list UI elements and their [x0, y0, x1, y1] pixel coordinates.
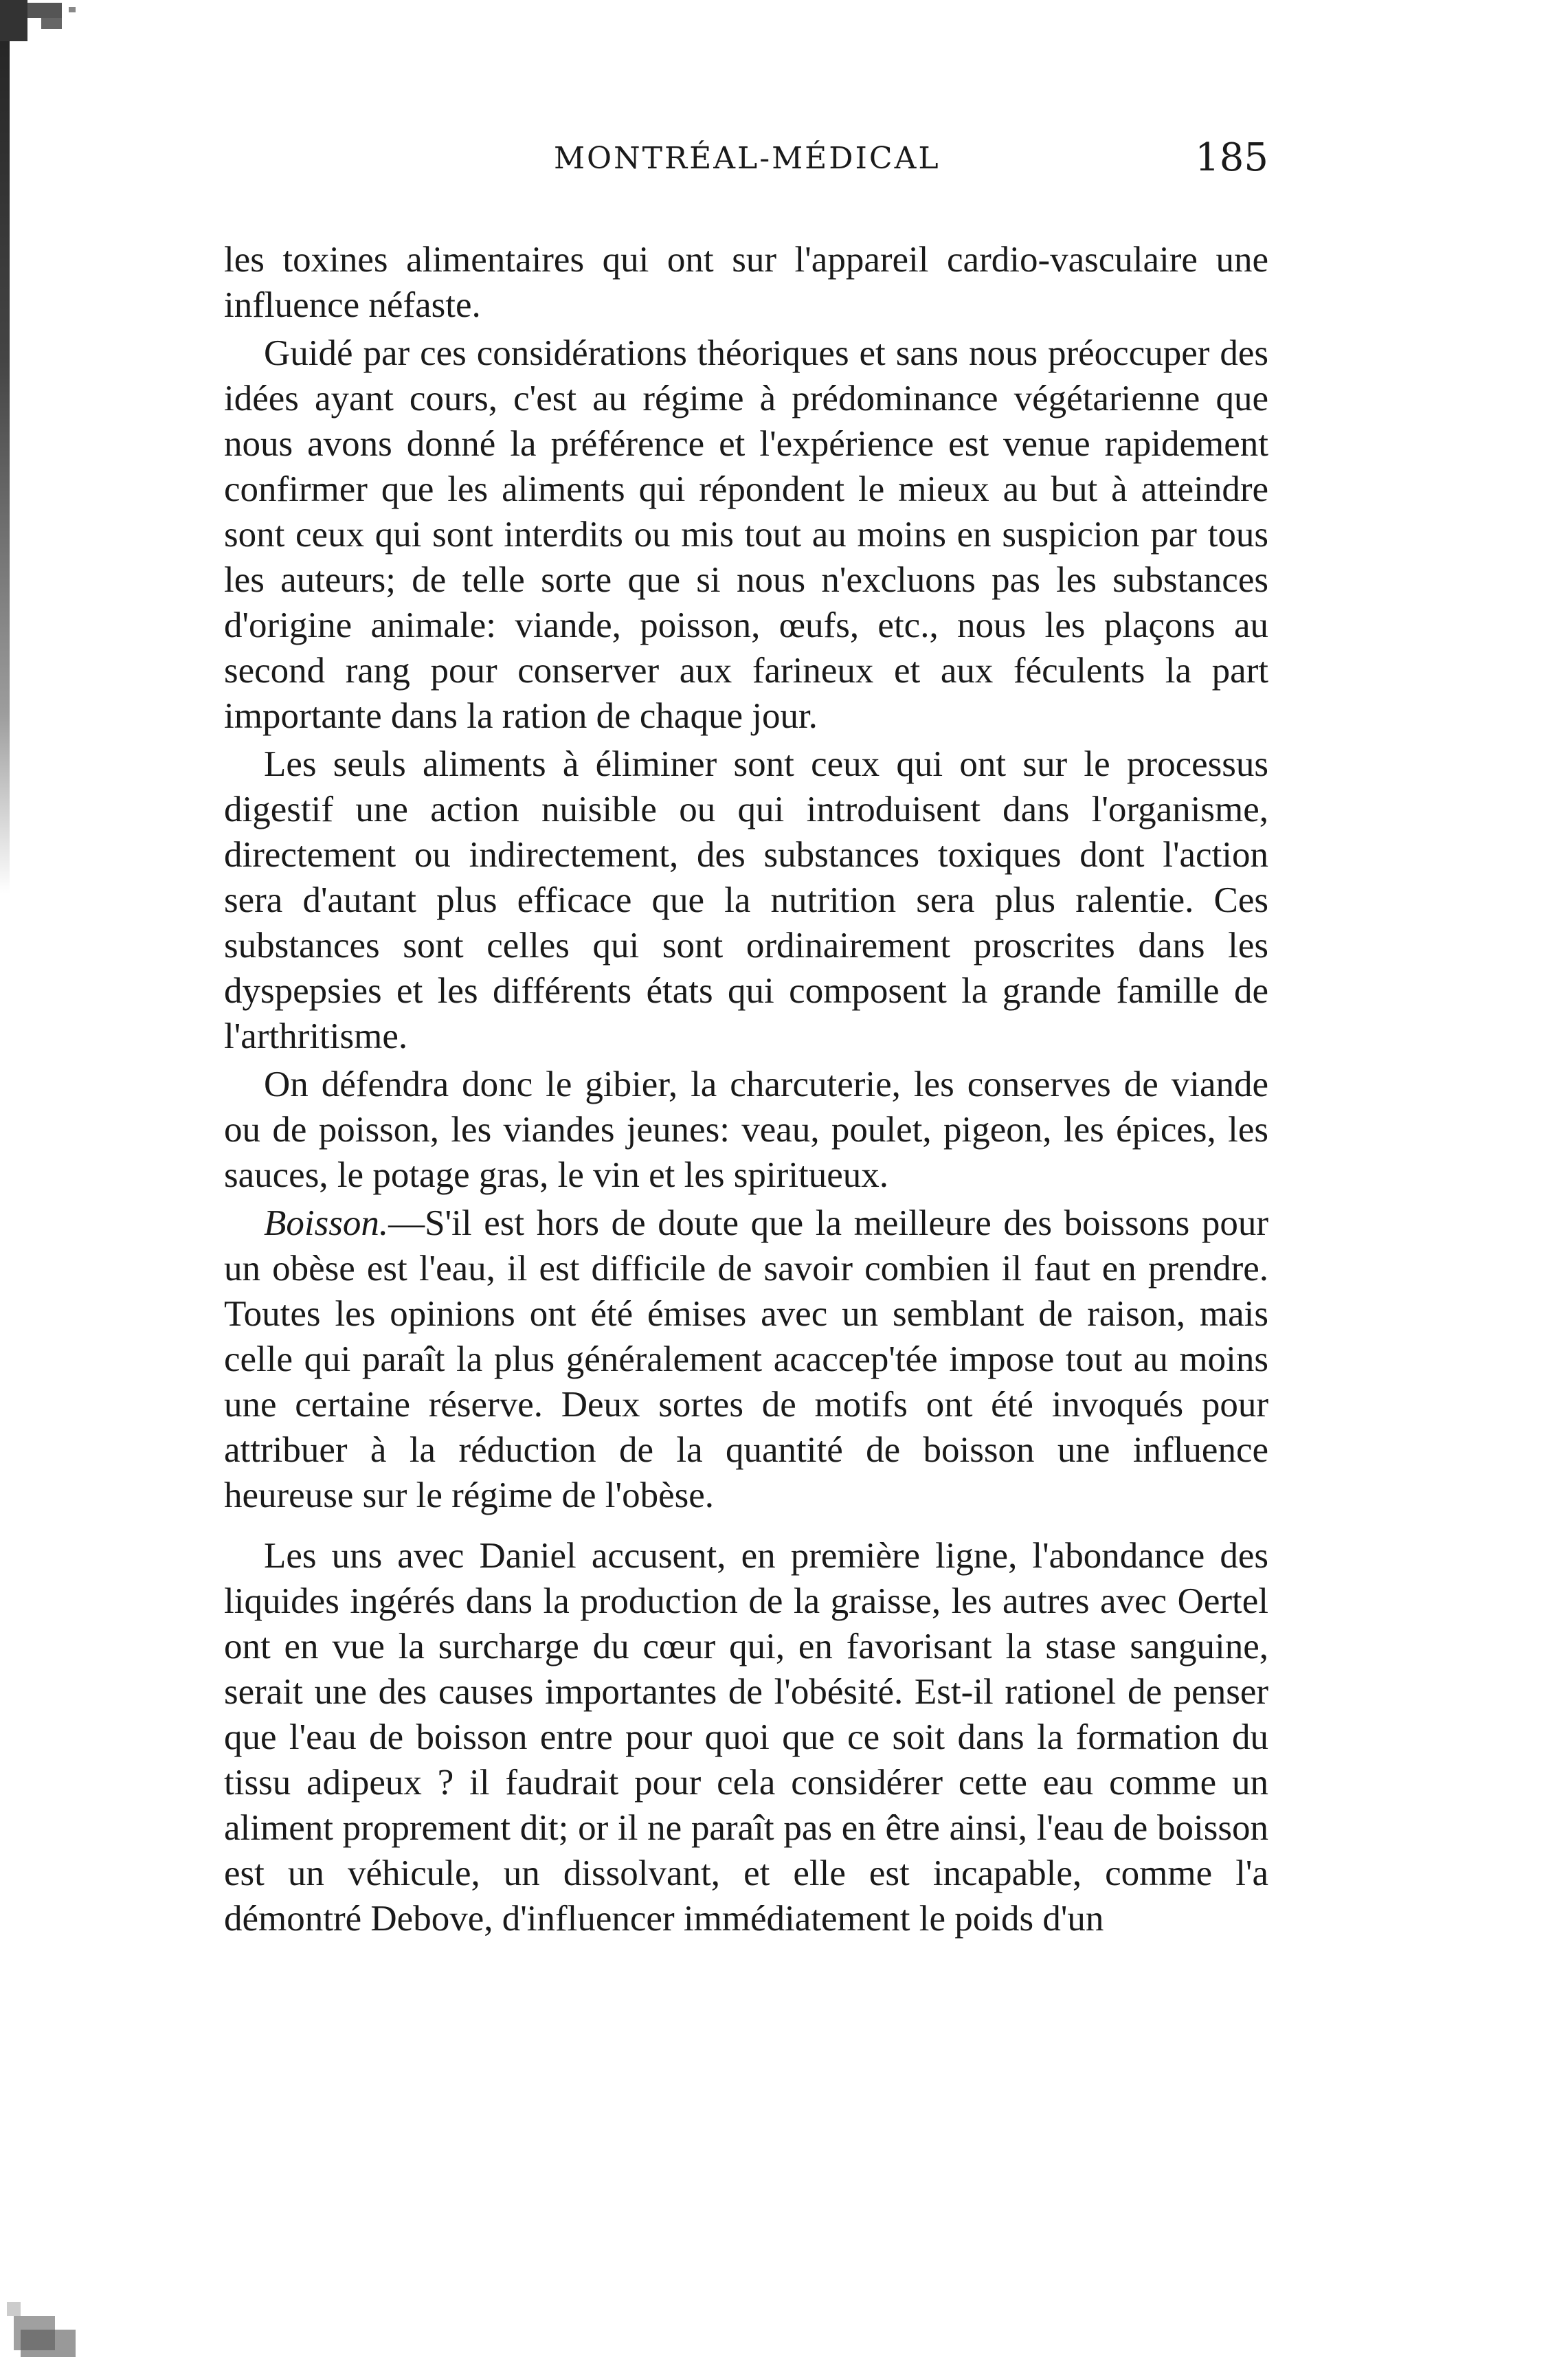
run-in-heading: Boisson. [264, 1203, 389, 1243]
scan-corner-artifact [0, 0, 103, 62]
page-number: 185 [1195, 135, 1268, 180]
paragraph-1: les toxines alimentaires qui ont sur l'appareil cardio-vasculaire une influence néfaste. [224, 240, 1268, 325]
paragraph-6: Les uns avec Daniel accusent, en première ligne, l'abondance des liquides ingérés dans la production de la graisse, les autres avec Oertel ont en vue la surcharge du cœur qui, en favorisant la stase sanguine, serait une des causes importantes de l'obésité. Est-il rationel de penser que l'eau de boisson entre pour quoi que ce soit dans la formation du tissu adipeux ? il faudrait pour cela considérer cette eau comme un aliment proprement dit; or il ne paraît pas en être ainsi, l'eau de boisson est un véhicule, un dissolvant, et elle est incapable, comme l'a démontré Debove, d'influencer immédiatement le poids d'un [224, 1536, 1268, 1939]
paragraph-5 [224, 1201, 1268, 1518]
paragraph-2: Guidé par ces considérations théoriques et sans nous préoccuper des idées ayant cours, c'est au régime à prédominance végétarienne que nous avons donné la préférence et l'expérience est venue rapidement confirmer que les aliments qui répondent le mieux au but à atteindre sont ceux qui sont interdits ou mis tout au moins en suspicion par tous les auteurs; de telle sorte que si nous n'excluons pas les substances d'origine animale: viande, poisson, œufs, etc., nous les plaçons au second rang pour conserver aux farineux et aux féculents la part importante dans la ration de chaque jour. [224, 333, 1268, 736]
paragraph-4: On défendra donc le gibier, la charcuterie, les conserves de viande ou de poisson, les viandes jeunes: veau, poulet, pigeon, les épices, les sauces, le potage gras, le vin et les spiritueux. [224, 1064, 1268, 1195]
page-edge-shadow [0, 0, 10, 893]
scan-bottom-artifact [0, 2288, 96, 2364]
paragraph-3: Les seuls aliments à éliminer sont ceux qui ont sur le processus digestif une action nuisible ou qui introduisent dans l'organisme, directement ou indirectement, des substances toxiques dont l'action sera d'autant plus efficace que la nutrition sera plus ralentie. Ces substances sont celles qui sont ordinairement proscrites dans les dyspepsies et les différents états qui composent la grande famille de l'arthritisme. [224, 744, 1268, 1056]
paragraph-5-text: —S'il est hors de doute que la meilleure des boissons pour un obèse est l'eau, il est difficile de savoir combien il faut en prendre. Toutes les opinions ont été émises avec un semblant de raison, mais celle qui paraît la plus généralement acaccep'tée impose tout au moins une certaine réserve. Deux sortes de motifs ont été invoqués pour attribuer à la réduction de la quantité de boisson une influence heureuse sur le régime de l'obèse. [224, 1203, 1268, 1515]
page-header [224, 135, 1268, 196]
running-title: MONTRÉAL-MÉDICAL [554, 141, 941, 176]
body-text [224, 237, 1268, 1941]
